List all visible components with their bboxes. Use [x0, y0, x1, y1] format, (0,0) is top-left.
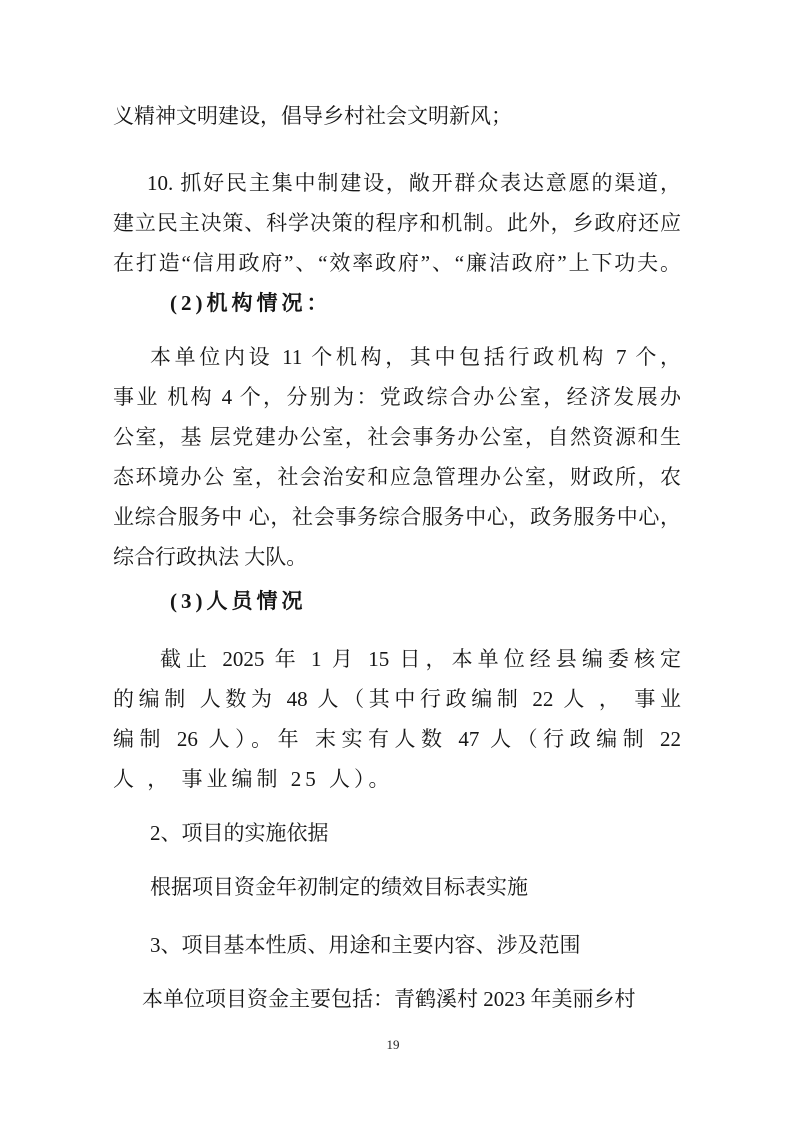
- paragraph-personnel-detail: [113, 639, 681, 799]
- page-number: 19: [386, 1037, 400, 1052]
- text-line: 的编制 人数为 48 人（其中行政编制 22 人 ， 事业: [113, 687, 681, 711]
- text-line: 业综合服务中 心，社会事务综合服务中心，政务服务中心，: [113, 505, 681, 529]
- paragraph-project-nature-title: [113, 925, 681, 965]
- paragraph-spirit-civilization: [113, 96, 681, 136]
- text-line: 截止 2025 年 1 月 15 日，本单位经县编委核定: [160, 647, 681, 671]
- text-line: 事业 机构 4 个，分别为：党政综合办公室，经济发展办: [113, 385, 681, 409]
- text-line: 10. 抓好民主集中制建设，敞开群众表达意愿的渠道，: [147, 171, 681, 195]
- text-line: 建立民主决策、科学决策的程序和机制。此外，乡政府还应: [113, 211, 681, 235]
- section-heading-organization: [113, 283, 681, 323]
- text-line: 编制 26 人）。年 末实有人数 47 人（行政编制 22: [113, 727, 681, 751]
- text-line: 2、项目的实施依据: [150, 821, 329, 845]
- text-line: 公室，基 层党建办公室，社会事务办公室，自然资源和生: [113, 425, 681, 449]
- paragraph-organization-detail: [113, 337, 681, 577]
- paragraph-implementation-basis-title: [113, 813, 681, 853]
- text-line: 人 ， 事业编制 25 人）。: [113, 767, 394, 791]
- paragraph-project-funds: [113, 979, 681, 1019]
- text-line: 根据项目资金年初制定的绩效目标表实施: [150, 875, 528, 899]
- section-heading-personnel: [113, 581, 681, 621]
- text-line: 在打造“信用政府”、“效率政府”、“廉洁政府”上下功夫。: [113, 251, 681, 275]
- paragraph-implementation-basis-body: [113, 867, 681, 907]
- text-line: 3、项目基本性质、用途和主要内容、涉及范围: [150, 933, 581, 957]
- text-line: 综合行政执法 大队。: [113, 545, 308, 569]
- text-line: 义精神文明建设，倡导乡村社会文明新风；: [113, 104, 512, 128]
- heading-text: (3)人员情况: [170, 589, 307, 613]
- text-line: 本单位项目资金主要包括：青鹤溪村 2023 年美丽乡村: [142, 987, 636, 1011]
- text-line: 本单位内设 11 个机构，其中包括行政机构 7 个，: [150, 345, 681, 369]
- paragraph-democratic-centralism: [113, 163, 681, 283]
- heading-text: (2)机构情况：: [170, 291, 332, 315]
- text-line: 态环境办公 室，社会治安和应急管理办公室，财政所，农: [113, 465, 681, 489]
- page-content: [113, 96, 681, 1019]
